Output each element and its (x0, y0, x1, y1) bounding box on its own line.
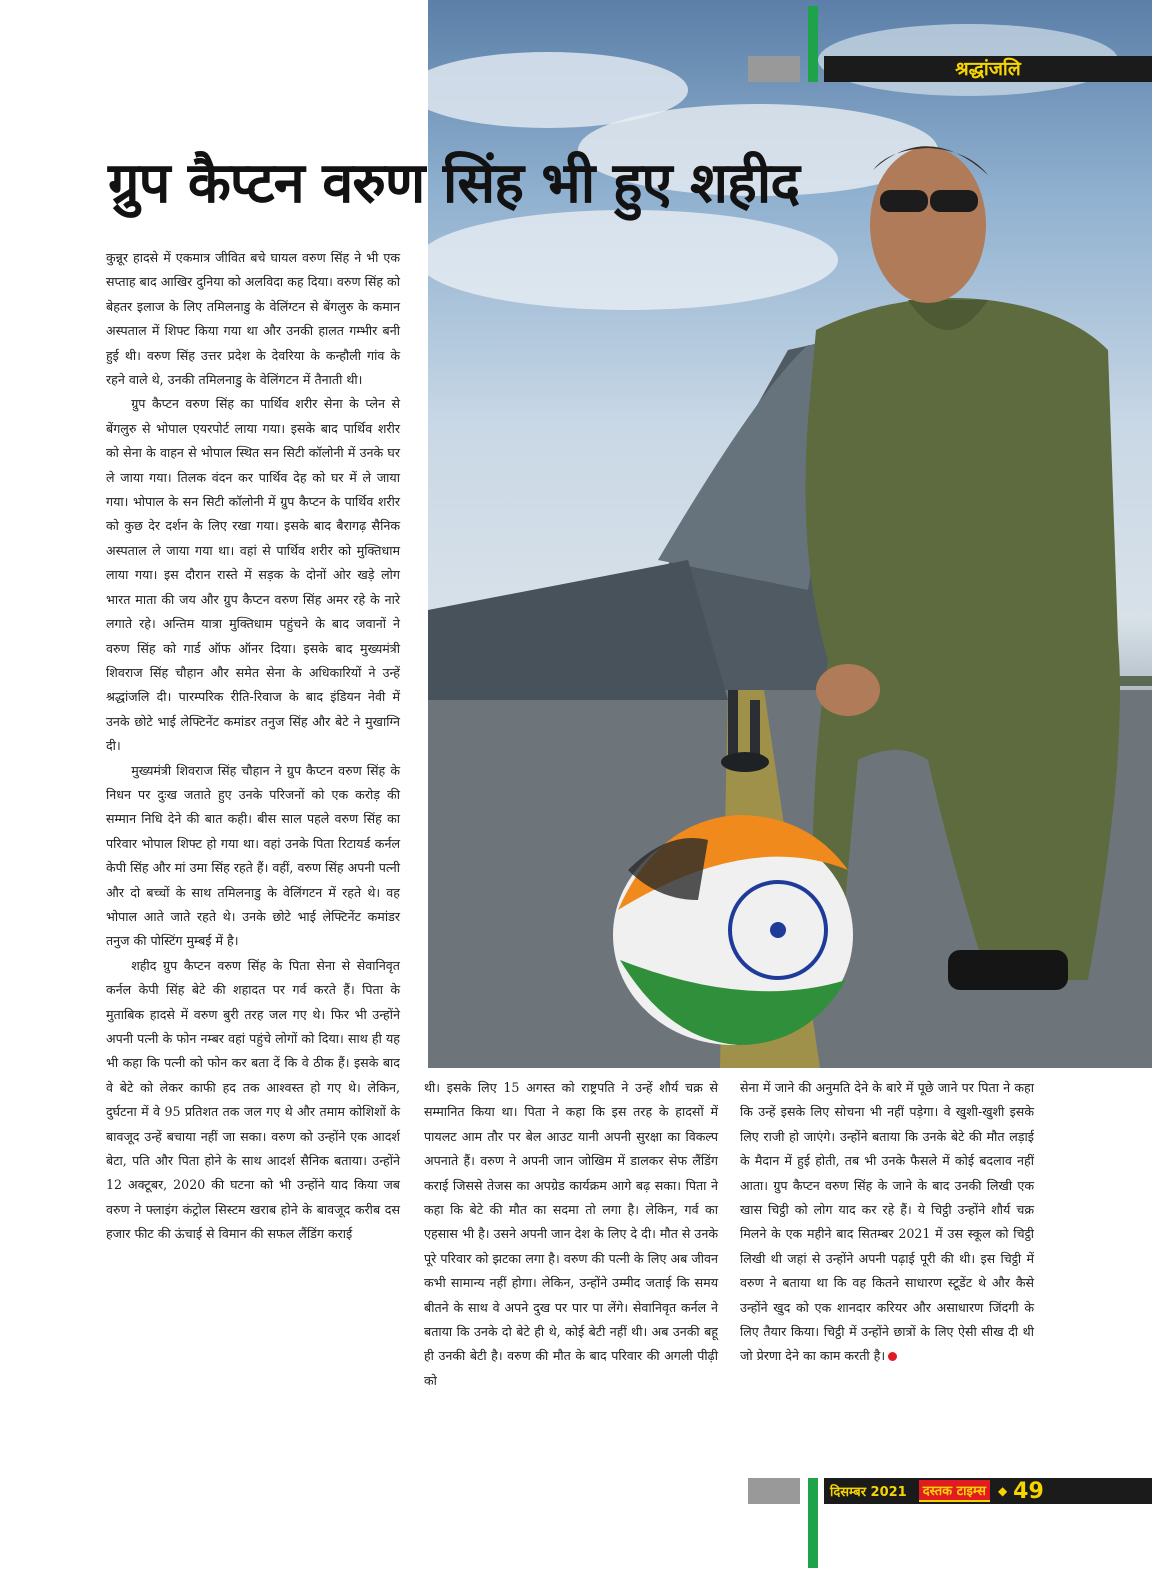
section-label: श्रद्धांजलि (824, 56, 1152, 82)
header-green-rule (808, 6, 818, 82)
footer-bar (824, 1478, 1152, 1504)
paragraph: ग्रुप कैप्टन वरुण सिंह का पार्थिव शरीर सेना के प्लेन से बेंगलुरु से भोपाल एयरपोर्ट लाया गया। इसके बाद पार्थिव शरीर को सेना के वाहन से भोपाल स्थित सन सिटी कॉलोनी में उनके घर ले जाया गया। तिलक वंदन कर पार्थिव देह को घर में ले जाया गया। भोपाल के सन सिटी कॉलोनी में ग्रुप कैप्टन के पार्थिव शरीर को कुछ देर दर्शन के लिए रखा गया। इसके बाद बैरागढ़ सैनिक अस्पताल ले जाया गया था। वहां से पार्थिव शरीर को मुक्तिधाम लाया गया। इस दौरान रास्ते में सड़क के दोनों ओर खड़े लोग भारत माता की जय और ग्रुप कैप्टन वरुण सिंह अमर रहे के नारे लगाते रहे। अन्तिम यात्रा मुक्तिधाम पहुंचने के बाद जवानों ने वरुण सिंह को गार्ड ऑफ ऑनर दिया। इसके बाद मुख्यमंत्री शिवराज सिंह चौहान और समेत सेना के अधिकारियों ने उन्हें श्रद्धांजलि दी। पारम्परिक रीति-रिवाज के बाद इंडियन नेवी में उनके छोटे भाई लेफ्टिनेंट कमांडर तनुज सिंह और बेटे ने मुखाग्नि दी। (106, 396, 400, 754)
paragraph (740, 1076, 1034, 1369)
diamond-separator-icon: ◆ (997, 1484, 1008, 1498)
headline: ग्रुप कैप्टन वरुण सिंह भी हुए शहीद (108, 151, 800, 216)
footer-green-rule (808, 1478, 818, 1568)
issue-date: दिसम्बर 2021 (830, 1485, 907, 1500)
end-mark-icon (888, 1352, 897, 1361)
paragraph: शहीद ग्रुप कैप्टन वरुण सिंह के पिता सेना से सेवानिवृत कर्नल केपी सिंह बेटे की शहादत पर गर्व करते हैं। पिता के मुताबिक हादसे में वरुण बुरी तरह जल गए थे। फिर भी उन्होंने अपनी पत्नी के फोन नम्बर वहां पहुंचे लोगों को दिया। साथ ही यह भी कहा कि पत्नी को फोन कर बता दें कि वे ठीक हैं। इसके बाद वे बेटे को लेकर काफी हद तक आश्वस्त हो गए थे। लेकिन, दुर्घटना में वे 95 प्रतिशत तक जल गए थे और तमाम कोशिशों के बावजूद उन्हें बचाया नहीं जा सका। वरुण को उन्होंने एक आदर्श बेटा, पति और पिता होने के साथ आदर्श सैनिक बताया। उन्होंने 12 अक्टूबर, 2020 की घटना को भी उन्होंने याद किया जब वरुण ने फ्लाइंग कंट्रोल सिस्टम खराब होने के बावजूद करीब दस हजार फीट की ऊंचाई से विमान की सफल लैंडिंग कराई (106, 957, 400, 1242)
article-column-3 (740, 1076, 1034, 1369)
paragraph: थी। इसके लिए 15 अगस्त को राष्ट्रपति ने उन्हें शौर्य चक्र से सम्मानित किया था। पिता ने कहा कि इस तरह के हादसों में पायलट आम तौर पर बेल आउट यानी अपनी सुरक्षा का विकल्प अपनाते हैं। वरुण ने अपनी जान जोखिम में डालकर सेफ लैंडिंग कराई जिससे तेजस का अपग्रेड कार्यक्रम आगे बढ़ सका। पिता ने कहा कि बेटे की मौत का सदमा तो लगा है। लेकिन, गर्व का एहसास भी है। उसने अपनी जान देश के लिए दे दी। मौत से उनके पूरे परिवार को झटका लगा है। वरुण की पत्नी के लिए अब जीवन कभी सामान्य नहीं होगा। लेकिन, उन्होंने उम्मीद जताई कि समय बीतने के साथ वे अपने दुख पर पार पा लेंगे। सेवानिवृत कर्नल ने बताया कि उनके दो बेटे ही थे, कोई बेटी नहीं थी। अब उनकी बहू ही उनकी बेटी है। वरुण की मौत के बाद परिवार की अगली पीढ़ी को (424, 1080, 718, 1388)
paragraph-text: सेना में जाने की अनुमति देने के बारे में पूछे जाने पर पिता ने कहा कि उन्हें इसके लिए सोचना भी नहीं पड़ेगा। वे खुशी-खुशी इसके लिए राजी हो जाएंगे। उन्होंने बताया कि उनके बेटे की मौत लड़ाई के मैदान में हुई होती, तब भी उनके फैसले में कोई बदलाव नहीं आता। ग्रुप कैप्टन वरुण सिंह के जाने के बाद उनकी लिखी एक खास चिट्ठी को लोग याद कर रहे हैं। ये चिट्ठी उन्होंने शौर्य चक्र मिलने के एक महीने बाद सितम्बर 2021 में उस स्कूल को चिट्ठी लिखी थी जहां से उन्होंने अपनी पढ़ाई पूरी की थी। इस चिट्ठी में वरुण ने बताया था कि वह कितने साधारण स्टूडेंट थे और कैसे उन्होंने खुद को एक शानदार करियर और असाधारण जिंदगी के लिए तैयार किया। चिट्ठी में उन्होंने छात्रों के लिए ऐसी सीख दी थी जो प्रेरणा देने का काम करती है। (740, 1080, 1034, 1364)
article-column-1 (106, 246, 400, 1247)
header-grey-block (748, 56, 800, 82)
magazine-logo: दस्तक टाइम्स (919, 1480, 990, 1502)
article-column-2 (424, 1076, 718, 1393)
paragraph: कुन्नूर हादसे में एकमात्र जीवित बचे घायल वरुण सिंह ने भी एक सप्ताह बाद आखिर दुनिया को अलविदा कह दिया। वरुण सिंह को बेहतर इलाज के लिए तमिलनाडु के वेलिंग्टन से बेंगलुरु के कमान अस्पताल में शिफ्ट किया गया था और उनकी हालत गम्भीर बनी हुई थी। वरुण सिंह उत्तर प्रदेश के देवरिया के कन्हौली गांव के रहने वाले थे, उनकी तमिलनाडु के वेलिंगटन में तैनाती थी। (106, 250, 400, 388)
page-number: 49 (1013, 1478, 1044, 1504)
footer-grey-block (748, 1478, 800, 1504)
paragraph: मुख्यमंत्री शिवराज सिंह चौहान ने ग्रुप कैप्टन वरुण सिंह के निधन पर दुःख जताते हुए उनके परिजनों को एक करोड़ की सम्मान निधि देने की बात कही। बीस साल पहले वरुण सिंह का परिवार भोपाल शिफ्ट हो गया था। वहां उनके पिता रिटायर्ड कर्नल केपी सिंह और मां उमा सिंह रहते हैं। वहीं, वरुण सिंह अपनी पत्नी और दो बच्चों के साथ तमिलनाडु के वेलिंगटन में रहते थे। वह भोपाल आते जाते रहते थे। उनके छोटे भाई लेफ्टिनेंट कमांडर तनुज की पोस्टिंग मुम्बई में है। (106, 762, 400, 949)
